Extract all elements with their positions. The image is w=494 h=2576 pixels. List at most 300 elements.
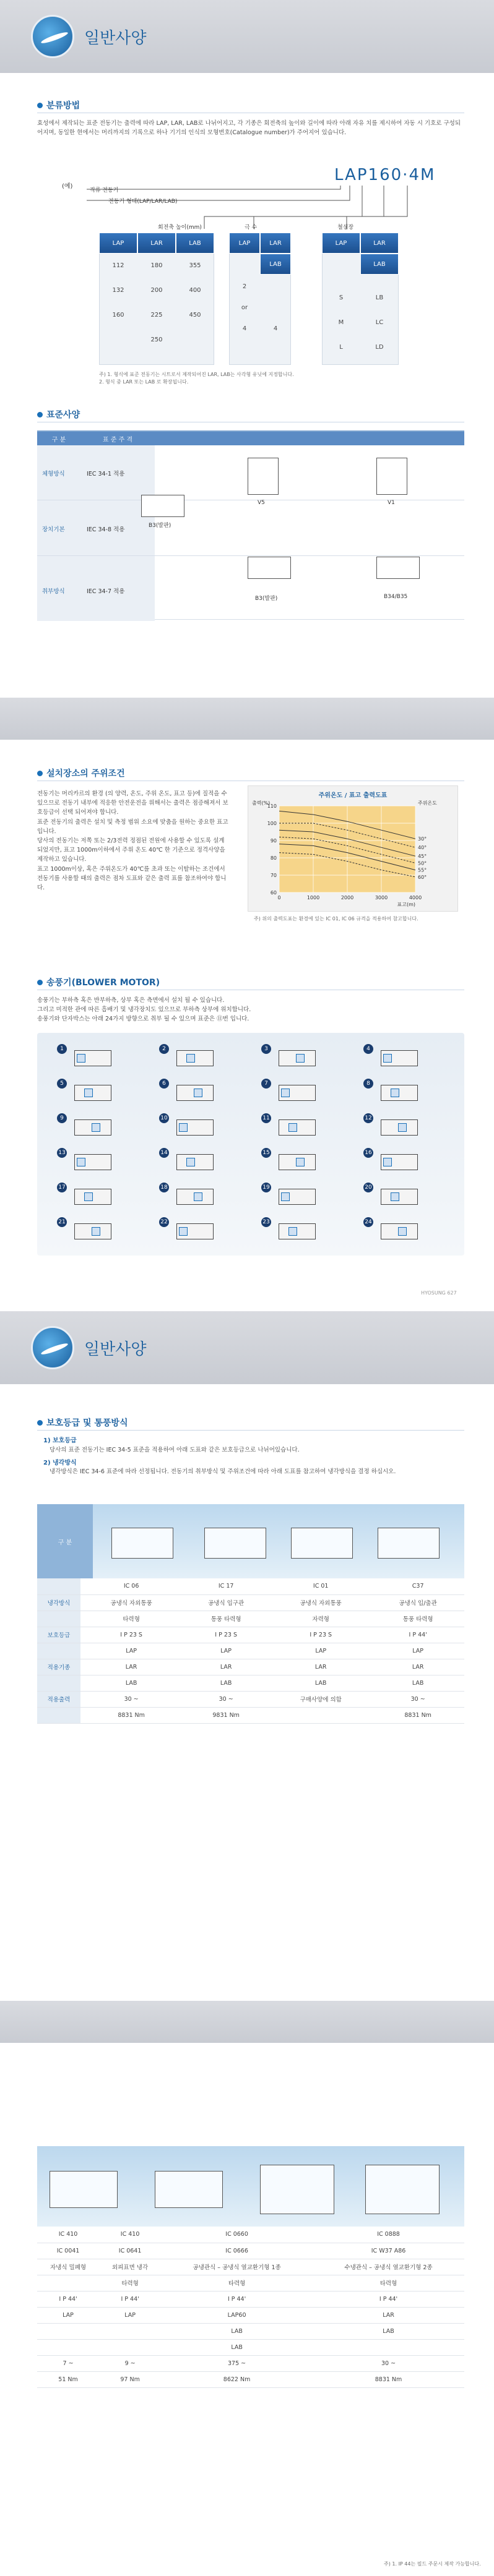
cell: 400 <box>189 287 201 294</box>
page-title: 일반사양 <box>84 28 147 48</box>
blower-position-card <box>362 1147 449 1180</box>
row-label: 취부방식 <box>42 588 65 595</box>
table-cell: IC 17 <box>182 1578 270 1594</box>
blower-position-card <box>56 1112 142 1145</box>
table-cell <box>99 2339 161 2355</box>
row-label <box>37 1675 80 1691</box>
table-cell: I P 44' <box>161 2291 313 2307</box>
cooling-c37-illus <box>378 1528 440 1559</box>
table-cell: 30 ~ <box>371 1691 464 1707</box>
position-number: 24 <box>363 1217 373 1227</box>
row-label: 장치기본 <box>42 526 65 533</box>
bullet-icon <box>37 771 43 776</box>
position-number: 19 <box>261 1183 271 1192</box>
table-cell: LAB <box>270 1675 371 1691</box>
motor-b3-drawing <box>248 557 291 579</box>
cell: 160 <box>112 312 124 319</box>
model-code: LAP160·4M <box>334 166 436 184</box>
table-cell <box>270 1707 371 1723</box>
blower-position-card <box>362 1043 449 1076</box>
cell: 450 <box>189 312 201 319</box>
divider <box>37 1430 464 1431</box>
blower-icon <box>383 1158 392 1166</box>
table-row <box>37 2259 464 2275</box>
cell: 2 <box>242 283 247 290</box>
motor-icon <box>74 1189 111 1205</box>
row-value: IEC 34-8 적용 <box>87 526 125 533</box>
position-number: 3 <box>261 1044 271 1054</box>
table-row <box>37 2371 464 2387</box>
position-number: 21 <box>57 1217 67 1227</box>
ambient-text: 전동기는 머리카르의 환경 (의 양력, 온도, 주위 온도, 표고 등)에 질적을 수 있으므로 전동기 내부에 적응한 안전운전을 위해서는 출력은 점증해져서 보호등급이 선택 되어져야 합니다. 표준 전동기의 출력은 설치 및 측정 범위 소요에 맞춤을 원하는 중요한 표고입니다. 당사의 전동기는 저쪽 또는 2/3전력 정점된 전원에 사용할 수 있도록 설계되었지만, 표고 1000m이하에서 주위 온도 40℃ 한 기준으로 정격사양을 제작하고 있습니다. 표고 1000m이상, 혹은 주위온도가 40℃를 초과 또는 이탈하는 조건에서 전동기를 사용할 때의 출력은 점차 도표와 같은 출력 표를 참조하여야 합니다. <box>37 790 228 891</box>
y-tick-label: 60 <box>270 890 277 896</box>
table-cell <box>99 2323 161 2339</box>
position-number: 2 <box>159 1044 169 1054</box>
row-label: 냉각방식 <box>37 1594 80 1611</box>
table-cell: 타력형 <box>80 1611 182 1627</box>
blower-icon <box>194 1192 202 1201</box>
cooling-ic06-illus <box>111 1528 173 1559</box>
table-cell: LAR <box>270 1659 371 1675</box>
col-header: LAB <box>176 233 214 254</box>
cell: 4 <box>273 325 278 332</box>
label-motor-type: 전동기 형태(LAP/LAR/LAB) <box>108 199 178 205</box>
subheading-text: 당사의 표준 전동기는 IEC 34-5 표준을 적용하여 아래 도표와 같은 보호등급으로 나뉘어있습니다. <box>50 1447 300 1453</box>
table-cell: LAR <box>371 1659 464 1675</box>
blower-position-card <box>158 1147 245 1180</box>
col-header: LAP <box>229 233 260 254</box>
motor-icon <box>279 1223 316 1239</box>
motor-icon <box>381 1189 418 1205</box>
position-number: 15 <box>261 1148 271 1158</box>
series-label: 55° <box>418 867 427 873</box>
blower-icon <box>92 1227 100 1236</box>
blower-icon <box>398 1123 407 1132</box>
row-label <box>37 1611 80 1627</box>
table-cell: 타력형 <box>161 2275 313 2291</box>
position-number: 8 <box>363 1079 373 1089</box>
cooling-ic01-illus <box>291 1528 353 1559</box>
table-row <box>37 1643 464 1659</box>
table-cell: 30 ~ <box>80 1691 182 1707</box>
table-cell: 7 ~ <box>37 2355 99 2371</box>
blower-position-card <box>158 1043 245 1076</box>
table-cell <box>37 2339 99 2355</box>
table-cell: IC W37 A86 <box>313 2243 464 2259</box>
cell: M <box>338 319 344 326</box>
position-number: 4 <box>363 1044 373 1054</box>
motor-label: V5 <box>258 500 265 506</box>
position-number: 6 <box>159 1079 169 1089</box>
table-cell: C37 <box>371 1578 464 1594</box>
col-header: 표 준 주 격 <box>102 437 133 443</box>
table-cell: LAR <box>80 1659 182 1675</box>
section-standard-spec <box>37 408 464 421</box>
motor-label: B3(발판) <box>255 596 278 602</box>
col-header: LAB <box>360 254 399 275</box>
blower-icon <box>383 1054 392 1063</box>
table-cell: LAB <box>182 1675 270 1691</box>
table-cell: 수냉관식 – 공냉식 열교환기형 2종 <box>313 2259 464 2275</box>
col-header: LAP <box>322 233 360 254</box>
y-tick-label: 70 <box>270 873 277 878</box>
motor-label: B3(발판) <box>149 523 171 529</box>
section-title: 보호등급 및 통풍방식 <box>37 1416 464 1429</box>
table-cell: 타력형 <box>99 2275 161 2291</box>
table-cell: I P 23 S <box>80 1627 182 1643</box>
separator-band <box>0 698 494 740</box>
table-cell: 공냉식 입/출관 <box>371 1594 464 1611</box>
table-row <box>37 2227 464 2243</box>
motor-icon <box>381 1085 418 1101</box>
motor-b34-drawing <box>376 557 420 579</box>
table-cell: 375 ~ <box>161 2355 313 2371</box>
table-cell: I P 44' <box>37 2291 99 2307</box>
cooling-ic410b-illus <box>155 2171 223 2208</box>
derating-chart <box>248 798 459 912</box>
position-number: 9 <box>57 1113 67 1123</box>
position-number: 20 <box>363 1183 373 1192</box>
row-label <box>37 1707 80 1723</box>
table-cell: 8831 Nm <box>80 1707 182 1723</box>
position-number: 18 <box>159 1183 169 1192</box>
blower-icon <box>84 1192 93 1201</box>
section-title: 분류방법 <box>37 99 464 111</box>
position-number: 17 <box>57 1183 67 1192</box>
x-tick-label: 2000 <box>340 895 354 901</box>
table-cell: I P 23 S <box>182 1627 270 1643</box>
table-cell: IC 0666 <box>161 2243 313 2259</box>
blower-icon <box>296 1054 305 1063</box>
table-label-head: 구 분 <box>37 1504 93 1578</box>
table-cell: LAP <box>99 2307 161 2323</box>
section-blower <box>37 976 464 988</box>
section-title: 송풍기(BLOWER MOTOR) <box>37 976 464 988</box>
table-row <box>37 1675 464 1691</box>
blower-position-card <box>260 1147 347 1180</box>
blower-icon <box>186 1054 195 1063</box>
separator-band <box>0 2001 494 2043</box>
blower-position-card <box>362 1077 449 1111</box>
page-title: 일반사양 <box>84 1340 147 1359</box>
cell: 200 <box>150 287 163 294</box>
cell: 4 <box>242 325 247 332</box>
position-number: 5 <box>57 1079 67 1089</box>
table-cell: IC 0660 <box>161 2227 313 2243</box>
table-cell: IC 0888 <box>313 2227 464 2243</box>
classification-note: 주) 1. 형식에 표준 전동기는 시트로서 제작되어진 LAR, LAB는 사각형 유닛에 지정합니다. 2. 형식 중 LAR 또는 LAB 로 확장됩니다. <box>99 372 294 385</box>
cell: LB <box>375 294 384 301</box>
right-axis-label: 주위온도 <box>418 800 437 806</box>
cell: 132 <box>112 287 124 294</box>
position-number: 11 <box>261 1113 271 1123</box>
cell: LD <box>375 344 384 351</box>
x-axis-label: 표고(m) <box>397 902 415 907</box>
chart-caption: 주) 위의 출력도표는 환경에 있는 IC 01, IC 06 규격을 적용하여 참고합니다. <box>254 916 418 922</box>
blower-position-card <box>56 1216 142 1249</box>
subheading-text: 냉각방식은 IEC 34-6 표준에 따라 선정됩니다. 전동기의 취부방식 및 주위조건에 따라 아래 도표를 참고하여 냉각방식을 결정 하십시오. <box>50 1468 396 1475</box>
cooling-ic0888-illus <box>365 2165 440 2214</box>
table-cell: LAB <box>313 2323 464 2339</box>
blower-icon <box>77 1054 85 1063</box>
motor-label: B34/B35 <box>384 594 408 600</box>
table-cell: LAB <box>161 2323 313 2339</box>
table-cell: I P 44' <box>313 2291 464 2307</box>
position-number: 7 <box>261 1079 271 1089</box>
position-number: 13 <box>57 1148 67 1158</box>
x-tick-label: 0 <box>277 895 281 901</box>
cell: 355 <box>189 262 201 269</box>
series-label: 30° <box>418 836 427 842</box>
table-cell: IC 410 <box>37 2227 99 2243</box>
blower-position-card <box>158 1077 245 1111</box>
cell: 225 <box>150 312 163 319</box>
blower-position-card <box>260 1181 347 1215</box>
table-cell: IC 410 <box>99 2227 161 2243</box>
blower-icon <box>391 1089 399 1097</box>
derating-chart-panel <box>248 785 458 912</box>
table-cell: LAB <box>371 1675 464 1691</box>
label-poles: 극 수 <box>245 225 258 231</box>
page-number: HYOSUNG 627 <box>421 1290 457 1296</box>
table-cell: 8831 Nm <box>313 2371 464 2387</box>
row-label: 체형방식 <box>42 471 65 477</box>
x-tick-label: 1000 <box>306 895 320 901</box>
position-number: 12 <box>363 1113 373 1123</box>
row-label: 적용출력 <box>37 1691 80 1707</box>
cell: LC <box>375 319 384 326</box>
label-shaft-height: 회전축 높이(mm) <box>158 225 202 231</box>
blower-icon <box>186 1158 195 1166</box>
y-tick-label: 100 <box>267 821 277 826</box>
table-cell: 타력형 <box>313 2275 464 2291</box>
motor-label: V1 <box>388 500 395 506</box>
header-band <box>0 1311 494 1384</box>
table-cell: 30 ~ <box>182 1691 270 1707</box>
table-cell: 공냉관식 – 공냉식 열교환기형 1종 <box>161 2259 313 2275</box>
cell: L <box>339 344 343 351</box>
cell: or <box>241 304 248 311</box>
blower-position-card <box>260 1043 347 1076</box>
cell: 112 <box>112 262 124 269</box>
table-row <box>37 1611 464 1627</box>
cell: S <box>339 294 344 301</box>
table-cell: IC 06 <box>80 1578 182 1594</box>
cell: 250 <box>150 336 163 343</box>
cooling-table-1 <box>37 1578 464 1724</box>
motor-icon <box>74 1085 111 1101</box>
blower-icon <box>281 1089 290 1097</box>
table-row <box>37 1627 464 1643</box>
hyosung-logo <box>31 1326 74 1369</box>
blower-position-card <box>56 1077 142 1111</box>
section-ambient-conditions <box>37 767 464 779</box>
cooling-table <box>37 2227 464 2388</box>
col-header: LAP <box>99 233 137 254</box>
blower-text: 송풍기는 부하측 혹은 반부하측, 상부 혹은 측면에서 설치 될 수 있습니다. 그리고 미적한 관에 따른 흡배기 및 냉각장치도 있으므로 부하측 상부에 위치합니다. 송풍기와 단자박스는 아래 24가지 방향으로 취부 될 수 있으며 표준은 ⑪번 입니다. <box>37 997 251 1023</box>
table-row <box>37 1659 464 1675</box>
table-cell: LAR <box>313 2307 464 2323</box>
motor-v1-drawing <box>376 458 407 495</box>
blower-icon <box>288 1123 297 1132</box>
table-cell: LAP <box>270 1643 371 1659</box>
series-label: 40° <box>418 845 427 851</box>
table-cell: LAP60 <box>161 2307 313 2323</box>
position-number: 16 <box>363 1148 373 1158</box>
blower-position-card <box>56 1181 142 1215</box>
table-cell: 8831 Nm <box>371 1707 464 1723</box>
y-tick-label: 110 <box>267 803 277 809</box>
position-number: 22 <box>159 1217 169 1227</box>
position-number: 14 <box>159 1148 169 1158</box>
table-cell: I P 44' <box>99 2291 161 2307</box>
blower-icon <box>296 1158 305 1166</box>
subheading: 2) 냉각방식 <box>43 1460 77 1466</box>
cooling-ic410-illus <box>50 2171 118 2208</box>
table-cell: LAP <box>182 1643 270 1659</box>
table-cell: LAP <box>37 2307 99 2323</box>
y-axis-label: 출력(%) <box>252 800 271 806</box>
table-cell: LAP <box>371 1643 464 1659</box>
row-value: IEC 34-7 적용 <box>87 588 125 595</box>
table-cell: I P 23 S <box>270 1627 371 1643</box>
y-tick-label: 80 <box>270 855 277 861</box>
table-note: 주) 1. IP 44는 필드 주문시 제작 가능합니다. <box>384 2561 481 2567</box>
bullet-icon <box>37 1420 43 1426</box>
table-cell <box>313 2339 464 2355</box>
table-cell: 9831 Nm <box>182 1707 270 1723</box>
intro-text: 효성에서 제작되는 표준 전동기는 출력에 따라 LAP, LAR, LAB로 나뉘어지고, 각 기종은 회전축의 높이와 길이에 따라 아래 자유 치를 제시하여 자동 시 기호로 구성되어지며, 동일한 현에서는 머리까지의 기록으로 하나 기기의 인식의 모형번호(Catalogue number)가 주어지어 있습니다. <box>37 120 461 137</box>
table-cell: 97 Nm <box>99 2371 161 2387</box>
blower-icon <box>194 1089 202 1097</box>
x-tick-label: 4000 <box>409 895 422 901</box>
row-label <box>37 1578 80 1594</box>
cell: 180 <box>150 262 163 269</box>
series-label: 45° <box>418 854 427 860</box>
blower-icon <box>281 1192 290 1201</box>
table-cell <box>37 2275 99 2291</box>
chart-title: 주위온도 / 표고 출력도표 <box>318 792 388 799</box>
row-label: 보호등급 <box>37 1627 80 1643</box>
blower-position-card <box>362 1112 449 1145</box>
table-cell: IC 0041 <box>37 2243 99 2259</box>
subheading: 1) 보호등급 <box>43 1437 77 1444</box>
blower-position-card <box>158 1216 245 1249</box>
table-row <box>37 2275 464 2291</box>
col-header: LAB <box>260 254 291 275</box>
table-cell: LAP <box>80 1643 182 1659</box>
table-cell: IC 0641 <box>99 2243 161 2259</box>
cooling-ic0660-illus <box>260 2165 334 2214</box>
blower-icon <box>84 1089 93 1097</box>
blower-position-card <box>260 1216 347 1249</box>
section-protection <box>37 1416 464 1429</box>
y-tick-label: 90 <box>270 838 277 844</box>
bullet-icon <box>37 412 43 417</box>
table-cell: 통풍 타력형 <box>182 1611 270 1627</box>
table-row <box>37 1594 464 1611</box>
label-core-length: 철심장 <box>337 225 354 231</box>
table-cell: 통풍 타력형 <box>371 1611 464 1627</box>
table-cell: 구매사양에 의함 <box>270 1691 371 1707</box>
col-header: LAR <box>260 233 291 254</box>
x-tick-label: 3000 <box>375 895 388 901</box>
table-cell <box>37 2323 99 2339</box>
example-label: (예) <box>62 183 73 190</box>
blower-icon <box>391 1192 399 1201</box>
position-number: 1 <box>57 1044 67 1054</box>
table-cell: 51 Nm <box>37 2371 99 2387</box>
blower-position-card <box>260 1077 347 1111</box>
table-cell: 공냉식 자외통풍 <box>80 1594 182 1611</box>
position-number: 10 <box>159 1113 169 1123</box>
motor-icon <box>176 1050 214 1066</box>
bullet-icon <box>37 980 43 985</box>
position-number: 23 <box>261 1217 271 1227</box>
cooling-ic17-illus <box>204 1528 266 1559</box>
motor-b3-drawing <box>141 495 184 517</box>
col-header: 구 분 <box>51 437 66 443</box>
blower-position-card <box>56 1147 142 1180</box>
section-title: 표준사양 <box>37 408 464 421</box>
table-cell: 자냉식 밀폐형 <box>37 2259 99 2275</box>
cooling-table <box>37 1578 464 1724</box>
table-row <box>37 2291 464 2307</box>
row-value: IEC 34-1 적용 <box>87 471 125 477</box>
blower-icon <box>288 1227 297 1236</box>
row-label <box>37 1643 80 1659</box>
blower-position-card <box>56 1043 142 1076</box>
series-label: 60° <box>418 874 427 880</box>
table-row <box>37 2323 464 2339</box>
table-cell: LAB <box>161 2339 313 2355</box>
label-dc-motor: 직류 전동기 <box>90 187 119 194</box>
table-cell: LAB <box>80 1675 182 1691</box>
row-label: 적용기종 <box>37 1659 80 1675</box>
table-cell: I P 44' <box>371 1627 464 1643</box>
blower-icon <box>77 1158 85 1166</box>
blower-icon <box>179 1123 188 1132</box>
table-row <box>37 2307 464 2323</box>
blower-icon <box>92 1123 100 1132</box>
table-cell: LAR <box>182 1659 270 1675</box>
motor-v5-drawing <box>248 458 279 495</box>
blower-position-card <box>158 1112 245 1145</box>
table-cell: 공냉식 자외통풍 <box>270 1594 371 1611</box>
table-row <box>37 2339 464 2355</box>
table-cell: 9 ~ <box>99 2355 161 2371</box>
table-row <box>37 1578 464 1594</box>
table-row <box>37 1691 464 1707</box>
table-cell: 30 ~ <box>313 2355 464 2371</box>
blower-icon <box>179 1227 188 1236</box>
blower-position-card <box>158 1181 245 1215</box>
table-row <box>37 2243 464 2259</box>
table-row <box>37 2355 464 2371</box>
col-header: LAR <box>137 233 176 254</box>
cooling-table-2 <box>37 2227 464 2388</box>
table-cell: IC 01 <box>270 1578 371 1594</box>
series-label: 50° <box>418 860 427 867</box>
table-row <box>37 1707 464 1723</box>
blower-grid <box>37 1033 464 1256</box>
blower-position-card <box>362 1216 449 1249</box>
table-cell: 자력형 <box>270 1611 371 1627</box>
section-title: 설치장소의 주위조건 <box>37 767 464 779</box>
blower-position-card <box>362 1181 449 1215</box>
table-cell: 8622 Nm <box>161 2371 313 2387</box>
col-header: LAR <box>360 233 399 254</box>
